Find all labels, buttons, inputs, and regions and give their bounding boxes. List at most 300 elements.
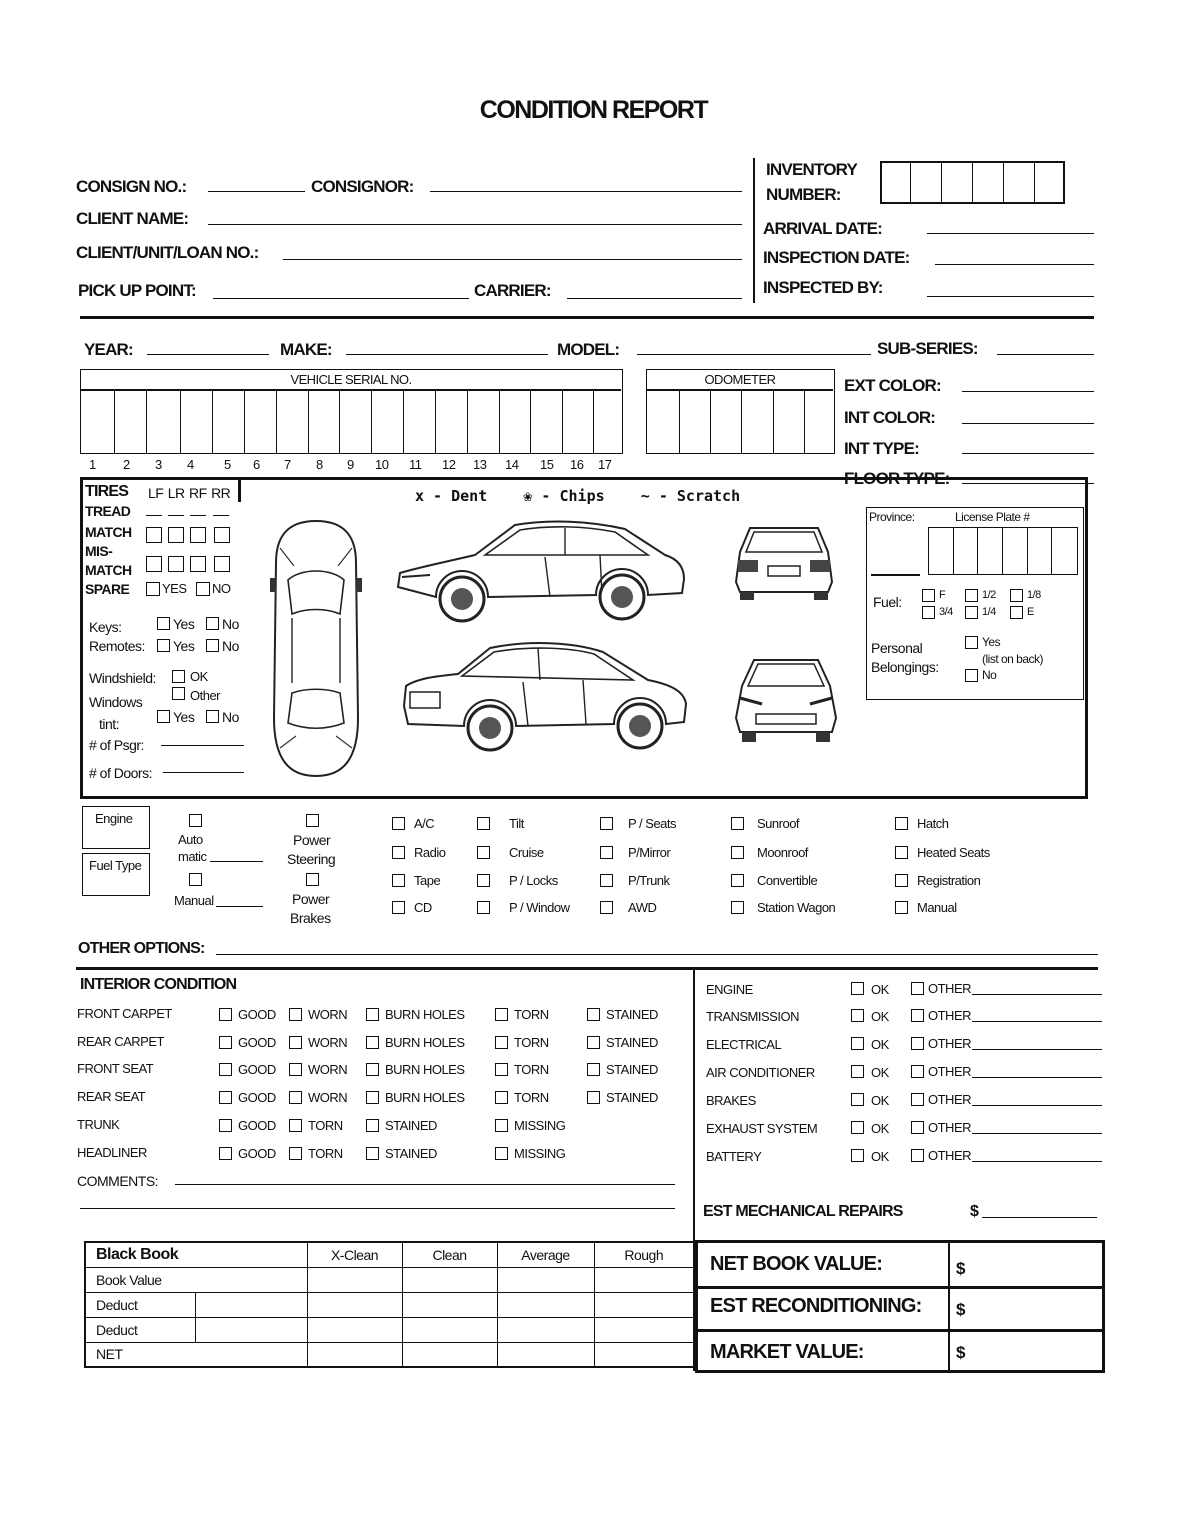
mech-brakes-other-field[interactable] [972,1105,1102,1106]
pick-up-point-field[interactable] [213,298,469,299]
spare-no-label: NO [212,581,231,596]
remotes-yes-checkbox[interactable] [157,639,170,652]
interior-option-label: STAINED [606,1007,658,1022]
fuel-3-4-label: 3/4 [939,606,953,618]
belongings-no-checkbox[interactable] [965,669,978,682]
fuel-f-checkbox[interactable] [922,589,935,602]
power-steering-label-1: Power [293,832,331,848]
consign-no-field[interactable] [208,191,305,192]
engine-box[interactable] [82,806,150,849]
vin-digit-11: 11 [409,457,422,472]
comments-label: COMMENTS: [77,1173,159,1189]
fuel-e-label: E [1027,606,1034,618]
scratch-legend: ~ - Scratch [640,487,741,505]
mech-air-conditioner-other-field[interactable] [972,1077,1102,1078]
vin-digit-4: 4 [187,457,194,472]
match-lf-checkbox[interactable] [146,527,162,543]
book-value-row [85,1267,694,1292]
interior-option-label: MISSING [514,1146,566,1161]
option-a-c-checkbox[interactable] [392,817,405,830]
net-rough-cell[interactable] [594,1342,694,1367]
interior-option-label: TORN [514,1062,549,1077]
mech-exhaust-system-label: EXHAUST SYSTEM [706,1121,818,1136]
windows-tint-label-1: Windows [89,694,143,710]
mech-transmission-other-field[interactable] [972,1021,1102,1022]
keys-no-label: No [222,616,239,632]
fuel-3-4-checkbox[interactable] [922,606,935,619]
interior-trunk-torn-checkbox[interactable] [289,1119,302,1132]
car-top-view-icon[interactable] [266,518,366,780]
x-clean-header: X-Clean [307,1242,402,1267]
option-registration-checkbox[interactable] [895,874,908,887]
interior-rear-seat-good-checkbox[interactable] [219,1091,232,1104]
fuel-type-label: Fuel Type [89,858,142,873]
interior-option-label: WORN [308,1090,348,1105]
option-heated-seats-checkbox[interactable] [895,846,908,859]
spare-no-checkbox[interactable] [196,582,210,596]
deduct-1-clean-cell[interactable] [402,1292,497,1317]
interior-headliner-stained-checkbox[interactable] [366,1147,379,1160]
mech-other-label: OTHER [928,1064,971,1079]
deduct-2-rough-cell[interactable] [594,1317,694,1342]
windshield-ok-label: OK [190,669,208,684]
mech-transmission-other-checkbox[interactable] [911,1009,924,1022]
consignor-field[interactable] [430,191,742,192]
deduct-2-x-clean-cell[interactable] [307,1317,402,1342]
remotes-no-checkbox[interactable] [206,639,219,652]
match-label: MATCH [85,524,132,540]
belongings-no-label: No [982,668,997,682]
option-tilt-checkbox[interactable] [477,817,490,830]
doors-label: # of Doors: [89,765,152,781]
fuel-1-4-label: 1/4 [982,606,996,618]
option-awd-checkbox[interactable] [600,901,613,914]
keys-no-checkbox[interactable] [206,617,219,630]
interior-row-trunk-label: TRUNK [77,1117,120,1132]
fuel-half-checkbox[interactable] [965,589,978,602]
car-rear-view-icon[interactable] [728,522,840,600]
net-average-cell[interactable] [497,1342,594,1367]
header-divider [753,158,755,303]
manual-trans-label: Manual [174,893,214,908]
market-value-field[interactable] [962,1333,1102,1371]
interior-rear-seat-stained-checkbox[interactable] [587,1091,600,1104]
interior-front-seat-burn-holes-checkbox[interactable] [366,1063,379,1076]
option-tilt-label: Tilt [509,816,524,831]
windows-tint-yes-checkbox[interactable] [157,710,170,723]
option-radio-checkbox[interactable] [392,846,405,859]
remotes-label: Remotes: [89,638,145,654]
mech-ok-label: OK [871,1037,889,1052]
mech-ok-label: OK [871,1121,889,1136]
vin-box[interactable] [80,369,623,454]
keys-label: Keys: [89,619,122,635]
tires-label: TIRES [85,483,129,500]
windows-tint-label-2: tint: [99,716,120,732]
interior-option-label: GOOD [238,1007,276,1022]
option-p-locks-checkbox[interactable] [477,874,490,887]
interior-front-carpet-worn-checkbox[interactable] [289,1008,302,1021]
interior-rear-carpet-torn-checkbox[interactable] [495,1036,508,1049]
est-reconditioning-dollar: $ [956,1300,965,1319]
list-on-back-label: (list on back) [982,652,1044,666]
interior-option-label: GOOD [238,1118,276,1133]
car-front-view-icon[interactable] [726,654,846,744]
interior-front-carpet-stained-checkbox[interactable] [587,1008,600,1021]
comments-field-2[interactable] [80,1208,675,1209]
int-color-label: INT COLOR: [844,408,936,427]
option-p-window-label: P / Window [509,900,570,915]
interior-trunk-missing-checkbox[interactable] [495,1119,508,1132]
power-brakes-label-2: Brakes [290,910,331,926]
interior-row-rear-seat-label: REAR SEAT [77,1089,146,1104]
mech-electrical-other-field[interactable] [972,1049,1102,1050]
windshield-ok-checkbox[interactable] [172,670,185,683]
net-x-clean-cell[interactable] [307,1342,402,1367]
option-cruise-checkbox[interactable] [477,846,490,859]
mech-battery-other-field[interactable] [972,1161,1102,1162]
mech-battery-ok-checkbox[interactable] [851,1149,864,1162]
vin-digit-7: 7 [284,457,291,472]
interior-headliner-good-checkbox[interactable] [219,1147,232,1160]
mech-brakes-ok-checkbox[interactable] [851,1093,864,1106]
option-p-trunk-checkbox[interactable] [600,874,613,887]
remotes-no-label: No [222,638,239,654]
interior-option-label: TORN [308,1146,343,1161]
power-steering-checkbox[interactable] [306,814,319,827]
mismatch-label-2: MATCH [85,562,132,578]
interior-option-label: STAINED [606,1062,658,1077]
interior-front-carpet-good-checkbox[interactable] [219,1008,232,1021]
interior-rear-seat-torn-checkbox[interactable] [495,1091,508,1104]
spare-label: SPARE [85,581,130,597]
int-type-field[interactable] [962,453,1094,454]
est-mechanical-repairs-label: EST MECHANICAL REPAIRS [703,1203,903,1220]
section-rule [80,316,1094,319]
net-book-dollar: $ [956,1259,965,1278]
comments-field-1[interactable] [175,1184,675,1185]
deduct-1-rough-cell[interactable] [594,1292,694,1317]
interior-option-label: WORN [308,1007,348,1022]
power-brakes-checkbox[interactable] [306,873,319,886]
interior-trunk-good-checkbox[interactable] [219,1119,232,1132]
windows-tint-no-label: No [222,709,239,725]
option-a-c-label: A/C [414,816,435,831]
interior-option-label: WORN [308,1062,348,1077]
mech-engine-other-field[interactable] [972,994,1102,995]
carrier-label: CARRIER: [474,281,551,300]
fuel-type-box[interactable] [82,853,150,896]
belongings-yes-label: Yes [982,635,1001,649]
province-field[interactable] [871,574,920,576]
option-p-mirror-label: P/Mirror [628,845,671,860]
mismatch-lf-checkbox[interactable] [146,556,162,572]
fuel-label: Fuel: [873,594,902,610]
option-p-seats-label: P / Seats [628,816,677,831]
book-value-label: Book Value [85,1267,307,1292]
book-value-clean-cell[interactable] [402,1267,497,1292]
interior-option-label: GOOD [238,1062,276,1077]
year-field[interactable] [147,354,269,355]
values-box [695,1240,1105,1373]
model-field[interactable] [637,354,871,355]
est-reconditioning-field[interactable] [962,1290,1102,1328]
vin-digit-12: 12 [442,457,456,472]
inspected-by-field[interactable] [927,296,1094,297]
net-book-value-label: NET BOOK VALUE: [710,1253,883,1275]
match-rf-checkbox[interactable] [190,527,206,543]
mech-exhaust-system-other-field[interactable] [972,1133,1102,1134]
interior-option-label: TORN [514,1035,549,1050]
interior-front-seat-worn-checkbox[interactable] [289,1063,302,1076]
fuel-f-label: F [939,589,946,601]
option-cd-checkbox[interactable] [392,901,405,914]
chips-legend: ❀ - Chips [523,487,605,505]
mech-engine-other-checkbox[interactable] [911,982,924,995]
inspection-date-label: INSPECTION DATE: [763,248,910,267]
option-registration-label: Registration [917,873,981,888]
vin-digit-2: 2 [123,457,130,472]
mech-other-label: OTHER [928,1120,971,1135]
vin-digit-15: 15 [540,457,554,472]
net-row [85,1342,694,1367]
mech-ok-label: OK [871,1149,889,1164]
deduct-label-1: Deduct [85,1292,195,1317]
inspected-by-label: INSPECTED BY: [763,278,883,297]
arrival-date-label: ARRIVAL DATE: [763,219,882,238]
power-brakes-label-1: Power [292,891,330,907]
interior-option-label: TORN [514,1090,549,1105]
automatic-label-2: matic [178,849,207,864]
interior-option-label: BURN HOLES [385,1035,465,1050]
spare-yes-checkbox[interactable] [146,582,160,596]
option-sunroof-checkbox[interactable] [731,817,744,830]
belongings-yes-checkbox[interactable] [965,636,978,649]
mismatch-lr-checkbox[interactable] [168,556,184,572]
deduct-2-average-cell[interactable] [497,1317,594,1342]
interior-front-carpet-burn-holes-checkbox[interactable] [366,1008,379,1021]
option-convertible-checkbox[interactable] [731,874,744,887]
doors-field[interactable] [163,772,244,773]
option-station-wagon-checkbox[interactable] [731,901,744,914]
mech-ok-label: OK [871,1065,889,1080]
mech-other-label: OTHER [928,1036,971,1051]
mech-brakes-other-checkbox[interactable] [911,1093,924,1106]
interior-rear-seat-burn-holes-checkbox[interactable] [366,1091,379,1104]
interior-rear-carpet-burn-holes-checkbox[interactable] [366,1036,379,1049]
option-p-window-checkbox[interactable] [477,901,490,914]
client-name-field[interactable] [208,224,742,225]
windshield-label: Windshield: [89,670,156,686]
mech-air-conditioner-other-checkbox[interactable] [911,1065,924,1078]
est-mechanical-repairs-field[interactable] [982,1217,1097,1218]
match-lr-checkbox[interactable] [168,527,184,543]
vin-digit-9: 9 [347,457,354,472]
mech-brakes-label: BRAKES [706,1093,756,1108]
ext-color-field[interactable] [962,391,1094,392]
mech-other-label: OTHER [928,1008,971,1023]
mech-electrical-ok-checkbox[interactable] [851,1037,864,1050]
car-left-side-icon[interactable] [390,515,690,627]
spare-yes-label: YES [162,581,187,596]
automatic-label-1: Auto [178,832,203,847]
keys-yes-checkbox[interactable] [157,617,170,630]
vin-digit-14: 14 [505,457,519,472]
year-label: YEAR: [84,340,133,359]
repairs-dollar-sign: $ [970,1203,979,1220]
net-book-value-field[interactable] [962,1247,1102,1285]
average-header: Average [497,1242,594,1267]
mech-ok-label: OK [871,1009,889,1024]
other-options-field[interactable] [216,954,1098,955]
book-value-x-clean-cell[interactable] [307,1267,402,1292]
vin-digit-8: 8 [316,457,323,472]
inventory-number-boxes[interactable] [880,161,1065,204]
vin-digit-17: 17 [598,457,612,472]
clean-header: Clean [402,1242,497,1267]
interior-front-seat-good-checkbox[interactable] [219,1063,232,1076]
manual-trans-checkbox[interactable] [189,873,202,886]
fuel-eighth-label: 1/8 [1027,589,1041,601]
interior-option-label: WORN [308,1035,348,1050]
interior-rear-seat-worn-checkbox[interactable] [289,1091,302,1104]
consign-no-label: CONSIGN NO.: [76,177,187,196]
mech-electrical-other-checkbox[interactable] [911,1037,924,1050]
option-tape-checkbox[interactable] [392,874,405,887]
province-label: Province: [869,510,915,524]
mech-exhaust-system-other-checkbox[interactable] [911,1121,924,1134]
interior-front-carpet-torn-checkbox[interactable] [495,1008,508,1021]
interior-option-label: TORN [308,1118,343,1133]
mech-engine-ok-checkbox[interactable] [851,982,864,995]
option-moonroof-checkbox[interactable] [731,846,744,859]
interior-option-label: STAINED [385,1118,437,1133]
option-hatch-checkbox[interactable] [895,817,908,830]
fuel-eighth-checkbox[interactable] [1010,589,1023,602]
interior-rear-carpet-good-checkbox[interactable] [219,1036,232,1049]
option-awd-label: AWD [628,900,657,915]
sub-series-field[interactable] [997,354,1094,355]
interior-rear-carpet-worn-checkbox[interactable] [289,1036,302,1049]
deduct-1-average-cell[interactable] [497,1292,594,1317]
windows-tint-no-checkbox[interactable] [206,710,219,723]
interior-rear-carpet-stained-checkbox[interactable] [587,1036,600,1049]
net-label: NET [85,1342,307,1367]
mech-engine-label: ENGINE [706,982,753,997]
rough-header: Rough [594,1242,694,1267]
tire-positions: LF LR RF RR [148,485,231,501]
odometer-label: ODOMETER [704,372,776,387]
automatic-checkbox[interactable] [189,814,202,827]
deduct-2-desc-cell[interactable] [195,1317,307,1342]
deduct-row-2 [85,1317,694,1342]
mech-other-label: OTHER [928,981,971,996]
int-color-field[interactable] [962,423,1094,424]
mech-exhaust-system-ok-checkbox[interactable] [851,1121,864,1134]
dent-legend: x - Dent [415,487,488,505]
windows-tint-yes-label: Yes [173,709,195,725]
interior-condition-title: INTERIOR CONDITION [80,976,237,993]
interior-option-label: TORN [514,1007,549,1022]
interior-front-seat-torn-checkbox[interactable] [495,1063,508,1076]
option-p-mirror-checkbox[interactable] [600,846,613,859]
inspection-date-field[interactable] [935,264,1094,265]
vin-digit-3: 3 [155,457,162,472]
mismatch-rr-checkbox[interactable] [214,556,230,572]
book-value-rough-cell[interactable] [594,1267,694,1292]
psgr-field[interactable] [161,745,244,746]
make-label: MAKE: [280,340,332,359]
interior-headliner-torn-checkbox[interactable] [289,1147,302,1160]
match-rr-checkbox[interactable] [214,527,230,543]
damage-legend [415,487,740,505]
automatic-field[interactable] [210,861,263,862]
interior-option-label: STAINED [606,1090,658,1105]
mech-air-conditioner-ok-checkbox[interactable] [851,1065,864,1078]
mismatch-rf-checkbox[interactable] [190,556,206,572]
pick-up-point-label: PICK UP POINT: [78,281,196,300]
section-rule-2 [76,967,1098,970]
mech-other-label: OTHER [928,1092,971,1107]
car-right-side-icon[interactable] [398,636,693,752]
black-book-header: Black Book [85,1242,307,1267]
mech-transmission-ok-checkbox[interactable] [851,1009,864,1022]
mech-air-conditioner-label: AIR CONDITIONER [706,1065,815,1080]
ext-color-label: EXT COLOR: [844,376,941,395]
arrival-date-field[interactable] [927,233,1094,234]
option-p-seats-checkbox[interactable] [600,817,613,830]
deduct-1-desc-cell[interactable] [195,1292,307,1317]
option-manual-checkbox[interactable] [895,901,908,914]
deduct-1-x-clean-cell[interactable] [307,1292,402,1317]
deduct-2-clean-cell[interactable] [402,1317,497,1342]
market-value-label: MARKET VALUE: [710,1341,864,1363]
license-plate-boxes[interactable] [928,527,1078,575]
carrier-field[interactable] [567,298,742,299]
inventory-number-label-2: NUMBER: [766,185,841,204]
make-field[interactable] [346,354,548,355]
license-plate-label: License Plate # [955,510,1030,524]
deduct-label-2: Deduct [85,1317,195,1342]
fuel-1-4-checkbox[interactable] [965,606,978,619]
est-reconditioning-label: EST RECONDITIONING: [710,1295,922,1317]
mech-battery-other-checkbox[interactable] [911,1149,924,1162]
interior-row-front-seat-label: FRONT SEAT [77,1061,154,1076]
interior-row-front-carpet-label: FRONT CARPET [77,1006,172,1021]
interior-front-seat-stained-checkbox[interactable] [587,1063,600,1076]
interior-trunk-stained-checkbox[interactable] [366,1119,379,1132]
deduct-row-1 [85,1292,694,1317]
manual-trans-field[interactable] [216,906,263,907]
book-value-average-cell[interactable] [497,1267,594,1292]
mech-battery-label: BATTERY [706,1149,762,1164]
consignor-label: CONSIGNOR: [311,177,414,196]
client-unit-loan-field[interactable] [283,259,742,260]
net-clean-cell[interactable] [402,1342,497,1367]
windshield-other-checkbox[interactable] [172,687,185,700]
tread-label: TREAD [85,503,131,519]
interior-option-label: BURN HOLES [385,1090,465,1105]
interior-option-label: GOOD [238,1035,276,1050]
vin-digit-16: 16 [570,457,584,472]
sub-series-label: SUB-SERIES: [877,339,978,358]
vin-digit-numbers [80,457,630,473]
fuel-e-checkbox[interactable] [1010,606,1023,619]
black-book-table [84,1241,695,1368]
interior-headliner-missing-checkbox[interactable] [495,1147,508,1160]
odometer-box[interactable] [646,369,835,454]
interior-option-label: BURN HOLES [385,1062,465,1077]
